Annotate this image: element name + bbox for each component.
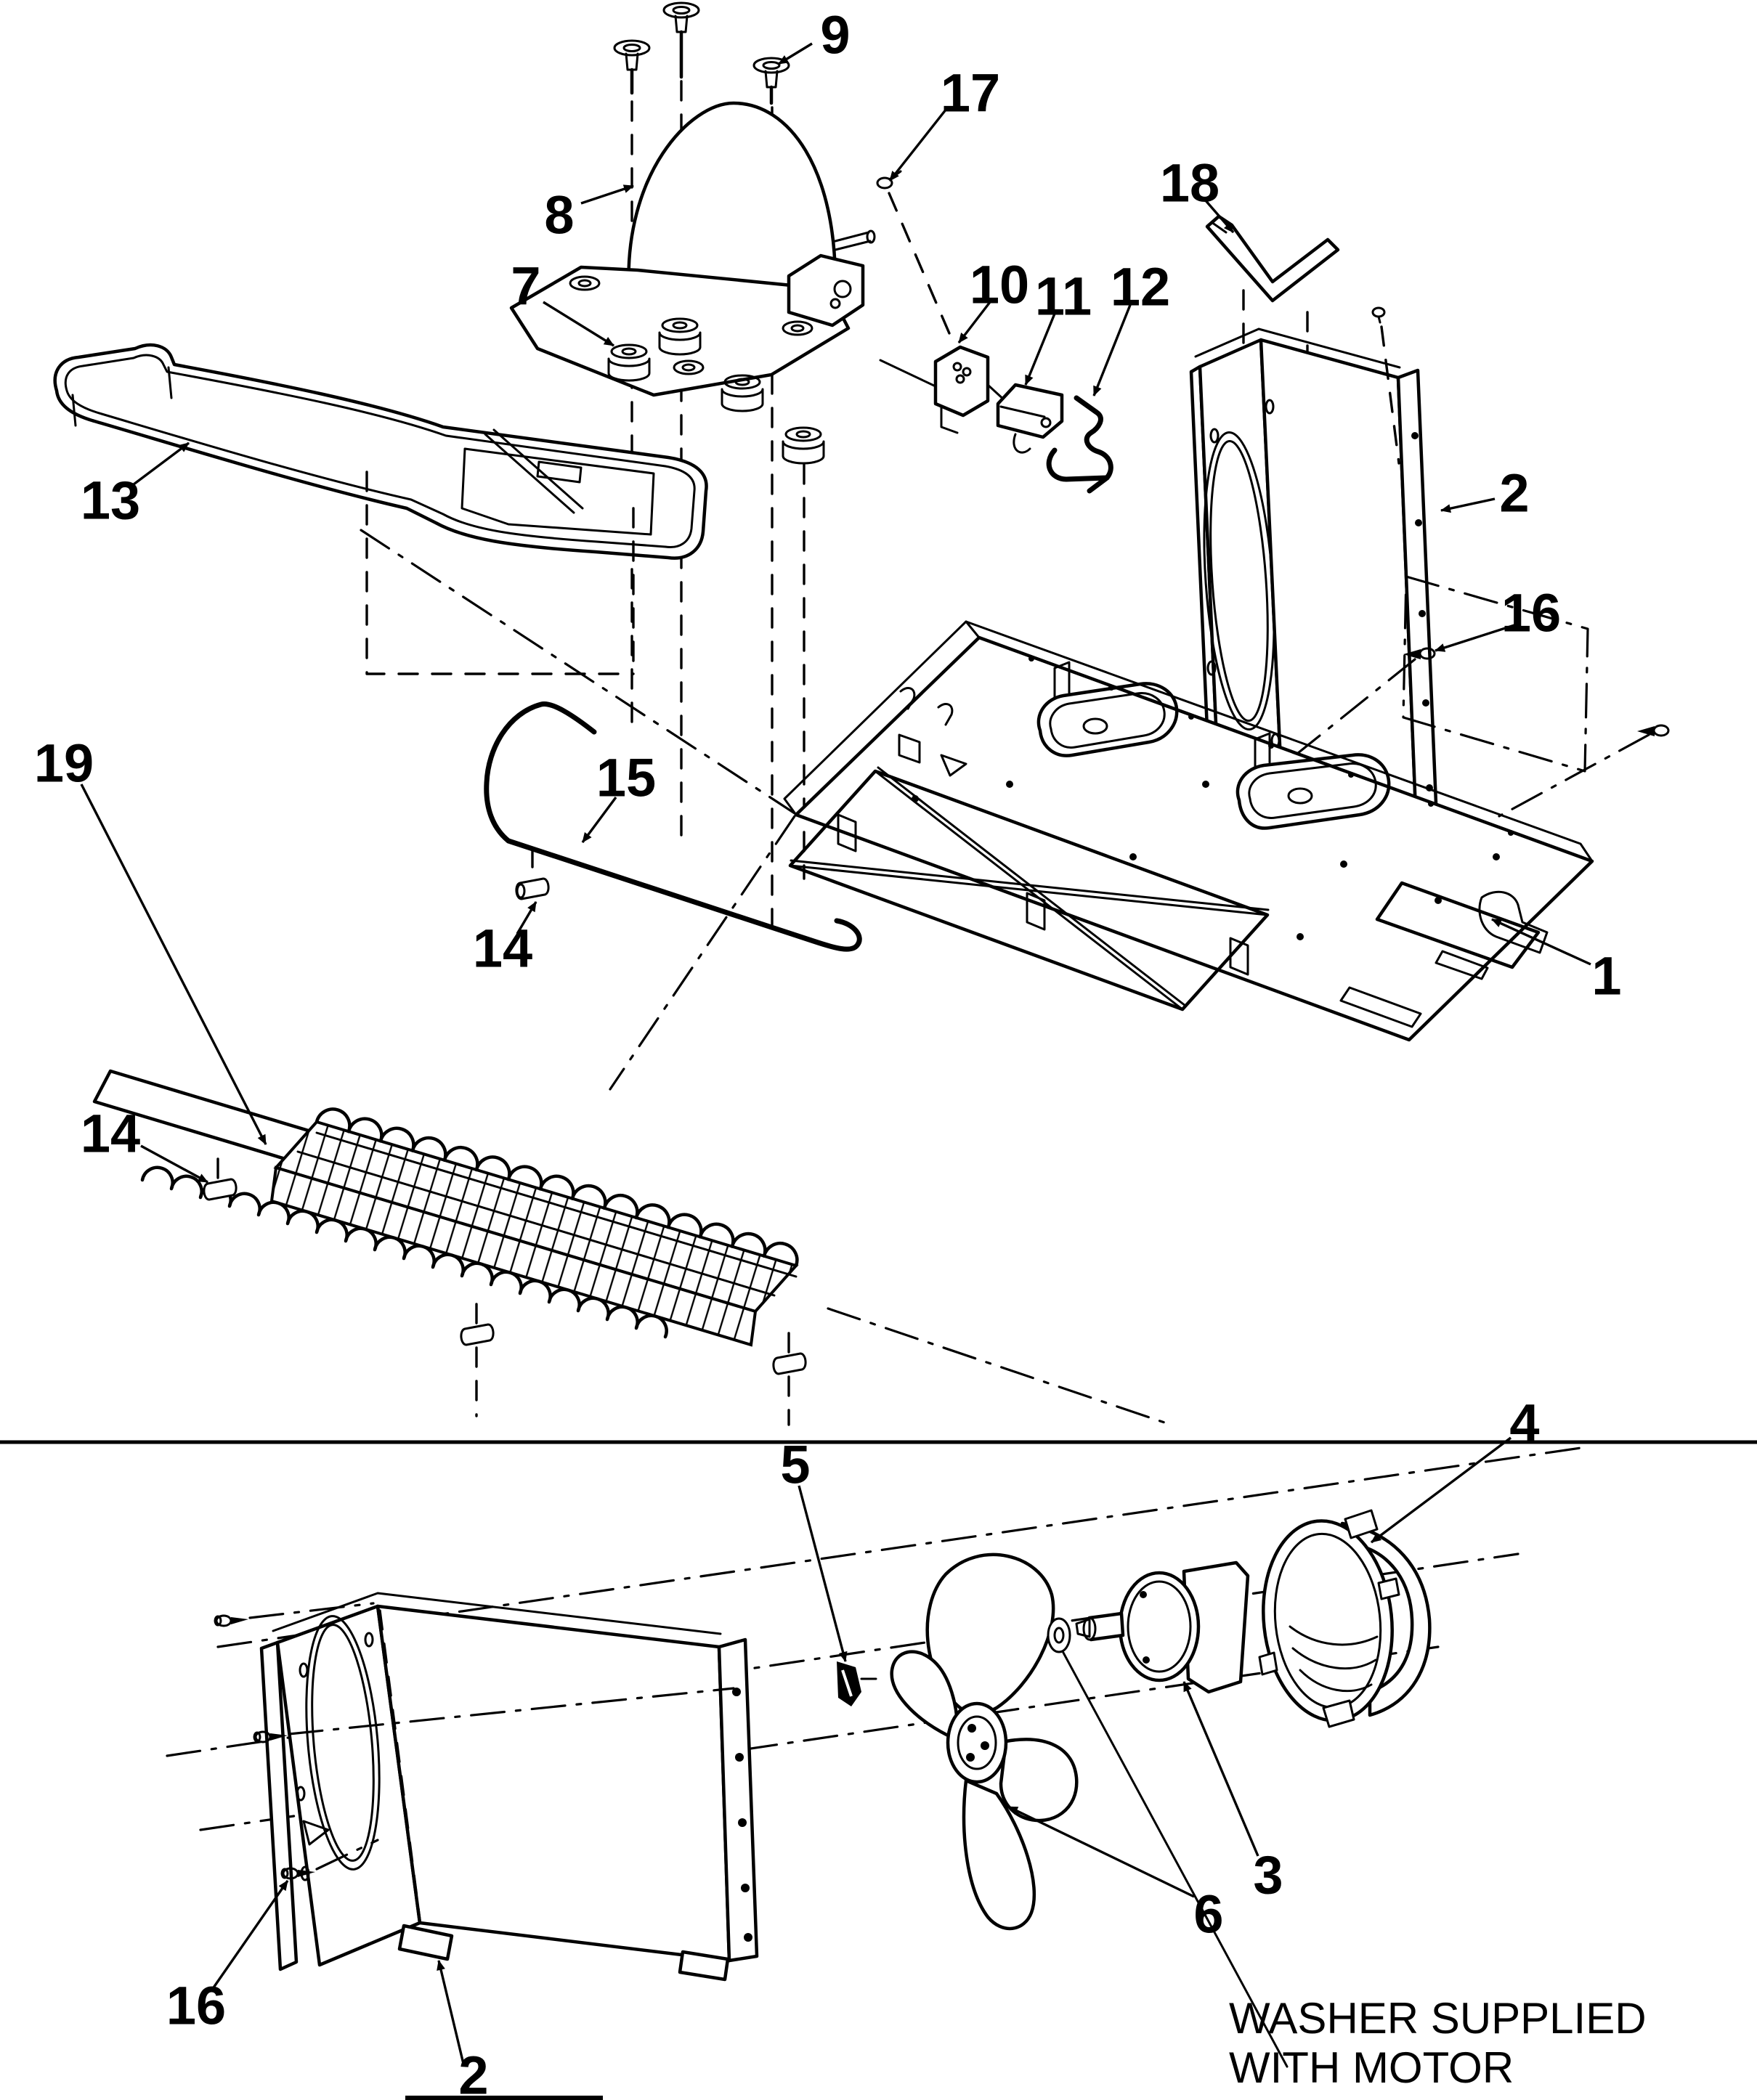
- hub: [948, 1704, 1006, 1782]
- fan-blade: [892, 1555, 1077, 1929]
- clip-body: [837, 1661, 861, 1706]
- callout-17: 17: [940, 62, 1001, 123]
- mount-tab: [1379, 1579, 1399, 1599]
- callout-18: 18: [1159, 152, 1220, 213]
- callout-6: 6: [1193, 1884, 1224, 1945]
- callout-10: 10: [969, 254, 1030, 315]
- callout-4: 4: [1509, 1393, 1540, 1454]
- callout-3: 3: [1253, 1844, 1283, 1905]
- leader-6: [1008, 1807, 1194, 1897]
- foot-tab: [399, 1926, 452, 1959]
- leader-12: [1094, 305, 1130, 396]
- callout-15: 15: [596, 747, 657, 808]
- lead-wire: [880, 360, 936, 386]
- leader-4: [1371, 1438, 1511, 1542]
- projection-line: [610, 816, 795, 1089]
- detail: [1014, 434, 1030, 452]
- projection-line: [828, 1309, 1171, 1425]
- fan-motor: [1076, 1563, 1248, 1692]
- motor-body: [1120, 1573, 1198, 1680]
- callout-14-lower: 14: [80, 1103, 141, 1164]
- callout-9: 9: [820, 4, 851, 65]
- callout-13: 13: [80, 470, 141, 531]
- pipe-stub: [835, 232, 870, 250]
- plate-outline: [796, 638, 1592, 1040]
- leader-3: [1184, 1682, 1258, 1856]
- callout-12: 12: [1110, 256, 1171, 317]
- callout-2-top: 2: [1499, 463, 1530, 524]
- note-line-1: WASHER SUPPLIED: [1229, 1994, 1647, 2043]
- small-screw-17: [877, 171, 951, 338]
- leader-5: [799, 1486, 845, 1661]
- mount-tab: [1259, 1653, 1277, 1674]
- base-plate: [610, 622, 1592, 1089]
- relay-10: [880, 347, 1005, 433]
- callout-5: 5: [780, 1434, 811, 1495]
- screw-icon: [614, 41, 649, 93]
- callout-2-bottom: 2: [458, 2045, 489, 2100]
- bracket-strip: [1207, 216, 1338, 301]
- fan-clip-5: [837, 1661, 876, 1706]
- drain-pan: [55, 345, 795, 813]
- tube-clip: [204, 1179, 236, 1200]
- projection-line: [361, 530, 795, 813]
- compressor: [511, 103, 875, 395]
- fan-housing: [1254, 1510, 1429, 1727]
- leader-17: [890, 109, 946, 181]
- screw-icon: [664, 3, 699, 77]
- callout-16-top: 16: [1501, 582, 1562, 643]
- callout-8: 8: [544, 184, 575, 245]
- leader-8: [581, 186, 633, 203]
- leader-2-top: [1441, 499, 1495, 510]
- callout-1: 1: [1591, 945, 1622, 1006]
- overload-body: [998, 385, 1062, 437]
- tube-clip: [461, 1324, 493, 1345]
- callout-11: 11: [1034, 266, 1092, 327]
- callout-7: 7: [511, 256, 541, 317]
- tube-clip: [774, 1354, 806, 1374]
- note-line-2: WITH MOTOR: [1229, 2043, 1514, 2092]
- projection-line: [889, 193, 951, 338]
- overload-11: [998, 385, 1062, 452]
- wire: [1049, 450, 1107, 479]
- callout-16-bottom: 16: [166, 1975, 227, 2036]
- fan-shroud-bottom: [261, 1593, 757, 1979]
- leader-14-lower: [141, 1146, 208, 1182]
- leader-16-bottom: [212, 1881, 288, 1990]
- grommet-icon: [783, 428, 824, 463]
- tube-clip: [516, 848, 548, 899]
- washer-note: [1229, 1994, 1647, 2092]
- screw-icon: [754, 58, 789, 103]
- right-face: [378, 1606, 729, 1961]
- leader-9: [779, 44, 812, 64]
- callout-14-upper: 14: [472, 918, 533, 979]
- callout-19: 19: [33, 733, 94, 794]
